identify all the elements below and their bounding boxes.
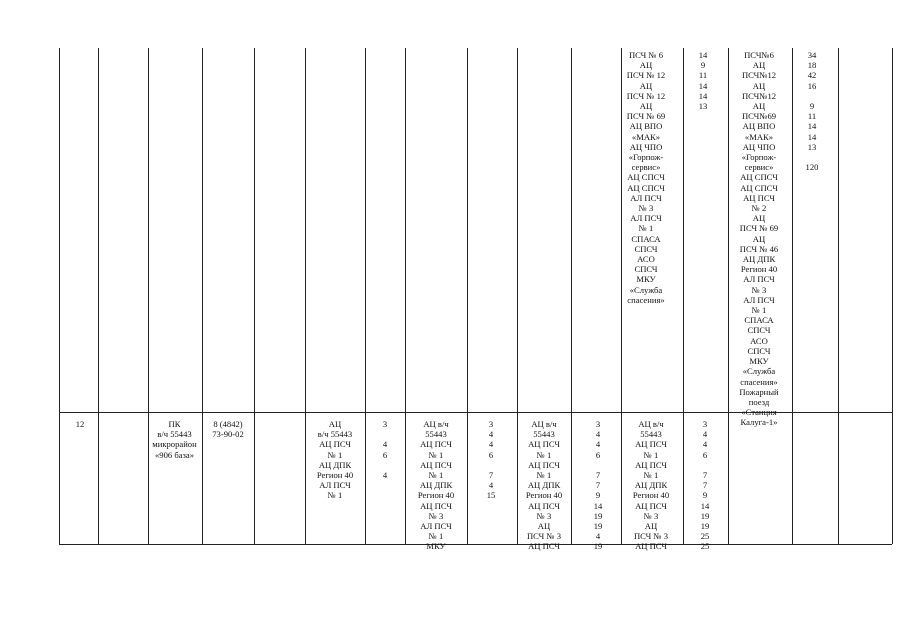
grid-vline — [838, 48, 839, 544]
cell-line: АЦ ЧПО — [742, 141, 776, 152]
cell-line: АЦ ПСЧ — [635, 439, 667, 450]
cell-line: № 1 — [428, 449, 444, 460]
object-name — [148, 419, 201, 460]
cell-line: АЦ в/ч — [638, 419, 664, 429]
cell-line: ПСЧ№12 — [741, 90, 777, 101]
cell-line: МКУ — [636, 274, 656, 285]
cell-line: ПСЧ № 3 — [526, 531, 562, 542]
cell-line: АЦ в/ч — [531, 419, 557, 429]
cell-line: 14 — [698, 90, 708, 101]
cell-line: ПСЧ № 6 — [628, 50, 664, 60]
cell-line: 9 — [809, 101, 815, 112]
cell-line: 13 — [807, 141, 817, 152]
cell-line: АЛ ПСЧ — [630, 192, 662, 203]
cell-line: АЦ ПСЧ — [528, 541, 560, 552]
cell-line — [575, 460, 621, 470]
cell-line: 7 — [702, 470, 708, 481]
rank3-units — [517, 419, 571, 552]
rank1-units — [305, 419, 365, 501]
cell-line: 19 — [700, 521, 710, 532]
upper-rank1-times — [683, 50, 723, 111]
cell-line: 6 — [488, 449, 494, 460]
cell-line: 7 — [595, 470, 601, 481]
cell-line: АЦ ДПК — [634, 480, 668, 491]
cell-line: 73-90-02 — [212, 429, 244, 440]
cell-line: 55443 — [640, 429, 662, 440]
cell-line: АЦ СПСЧ — [627, 182, 665, 193]
cell-line: № 1 — [751, 305, 767, 316]
cell-line: ПСЧ № 46 — [739, 243, 779, 254]
cell-line: АЦ — [752, 101, 766, 112]
cell-line: «Горпож- — [741, 152, 777, 163]
cell-line: ПСЧ № 3 — [633, 531, 669, 542]
cell-line: 19 — [593, 510, 603, 521]
cell-line: «Служба — [742, 366, 776, 377]
cell-line: 19 — [593, 541, 603, 552]
grid-vline — [892, 48, 893, 544]
cell-line: № 1 — [327, 449, 343, 460]
cell-line: 25 — [700, 531, 710, 542]
rank4-units — [621, 419, 681, 552]
cell-line: АЦ ПСЧ — [528, 500, 560, 511]
cell-line: Регион 40 — [316, 470, 354, 481]
cell-line: 3 — [382, 419, 388, 429]
cell-line: 4 — [382, 439, 388, 450]
cell-line: АЦ ПСЧ — [528, 439, 560, 450]
phone-number — [202, 419, 254, 439]
cell-line: 19 — [700, 510, 710, 521]
cell-line: АЦ ПСЧ — [635, 541, 667, 552]
cell-line: 8 (4842) — [213, 419, 243, 429]
cell-line: АЦ — [639, 60, 653, 71]
grid-vline — [254, 48, 255, 544]
cell-line: АЛ ПСЧ — [630, 213, 662, 224]
cell-line: АЦ ВПО — [629, 121, 663, 132]
cell-line: 55443 — [533, 429, 555, 440]
cell-line: СПАСА — [744, 315, 774, 326]
cell-line: АЦ ПСЧ — [420, 459, 452, 470]
cell-line: 4 — [382, 470, 388, 481]
grid-vline — [148, 48, 149, 544]
cell-line: 19 — [593, 521, 603, 532]
cell-line: № 3 — [428, 510, 444, 521]
cell-line: в/ч 55443 — [157, 429, 192, 440]
cell-line: АЦ СПСЧ — [740, 172, 778, 183]
cell-line — [792, 91, 832, 101]
grid-hline — [59, 544, 892, 545]
cell-line: № 1 — [536, 470, 552, 481]
cell-line: 14 — [700, 500, 710, 511]
cell-line: 6 — [702, 449, 708, 460]
cell-line: ПСЧ № 12 — [626, 70, 666, 81]
cell-line: АЦ — [752, 80, 766, 91]
cell-line: «Горпож- — [628, 152, 664, 163]
cell-line: в/ч 55443 — [317, 429, 353, 440]
cell-line: АЦ — [537, 521, 551, 532]
cell-line: АЦ ПСЧ — [420, 439, 452, 450]
cell-line: спасения» — [740, 376, 778, 387]
cell-line: № 1 — [327, 490, 343, 501]
cell-line: 14 — [698, 80, 708, 91]
cell-line: АЦ ВПО — [742, 121, 776, 132]
cell-line: 11 — [698, 70, 708, 81]
cell-line: 3 — [488, 419, 494, 429]
cell-line: 120 — [805, 162, 819, 173]
cell-line: АЛ ПСЧ — [743, 294, 775, 305]
cell-line: АЦ ПСЧ — [420, 500, 452, 511]
cell-line: 14 — [807, 121, 817, 132]
cell-line: 18 — [807, 60, 817, 71]
cell-line: «МАК» — [631, 131, 661, 142]
cell-line: ПСЧ № 69 — [626, 111, 666, 122]
cell-line: Регион 40 — [525, 490, 563, 501]
cell-line: 14 — [698, 50, 708, 60]
cell-line: 7 — [595, 480, 601, 491]
rank1-times — [365, 419, 405, 480]
cell-line: АЦ — [639, 101, 653, 112]
cell-line: № 1 — [643, 470, 659, 481]
cell-line: № 1 — [428, 531, 444, 542]
rank4-times — [683, 419, 727, 552]
cell-line: АЦ ДПК — [419, 480, 453, 491]
cell-line: № 1 — [536, 449, 552, 460]
cell-line — [365, 460, 405, 470]
cell-line: АЦ — [752, 213, 766, 224]
cell-line: АЦ ПСЧ — [635, 459, 667, 470]
cell-line: № 1 — [428, 470, 444, 481]
cell-line: АЦ в/ч — [423, 419, 449, 429]
cell-line: АСО — [637, 254, 655, 265]
cell-line: 7 — [702, 480, 708, 491]
cell-line: АЛ ПСЧ — [743, 274, 775, 285]
cell-line: 55443 — [425, 429, 447, 440]
cell-line: 4 — [595, 531, 601, 542]
cell-line: АЦ ПСЧ — [528, 459, 560, 470]
cell-line: № 2 — [751, 203, 767, 214]
cell-line: 3 — [702, 419, 708, 429]
cell-line: № 3 — [638, 203, 654, 214]
cell-line: ПК — [168, 419, 181, 429]
cell-line: АЦ ДПК — [527, 480, 561, 491]
cell-line: ПСЧ№69 — [741, 111, 777, 122]
cell-line: АЦ ПСЧ — [743, 192, 775, 203]
cell-line: АЦ ПСЧ — [635, 500, 667, 511]
cell-line: 9 — [700, 60, 706, 71]
cell-line: 13 — [698, 101, 708, 112]
grid-vline — [59, 48, 60, 544]
cell-line: 7 — [488, 470, 494, 481]
upper-rank2-times — [792, 50, 832, 172]
rank2-times — [467, 419, 515, 501]
cell-line: АЦ — [752, 60, 766, 71]
cell-line: СПСЧ — [747, 325, 771, 336]
cell-line: ПСЧ№6 — [744, 50, 774, 60]
cell-line: Калуга-1» — [740, 417, 778, 428]
cell-line — [365, 429, 405, 439]
cell-line: СПСЧ — [747, 345, 771, 356]
cell-line: АСО — [750, 335, 768, 346]
cell-line: АЦ ПСЧ — [319, 439, 351, 450]
cell-line: «Станция — [741, 407, 777, 418]
cell-line — [683, 460, 727, 470]
cell-line: «МАК» — [744, 131, 774, 142]
cell-line: 42 — [807, 70, 817, 81]
grid-vline — [571, 48, 572, 544]
cell-line: 3 — [595, 419, 601, 429]
cell-line: АЦ — [644, 521, 658, 532]
row-number: 12 — [75, 419, 85, 429]
cell-line — [467, 460, 515, 470]
cell-line: АЦ — [328, 419, 342, 429]
grid-vline — [202, 48, 203, 544]
cell-line: 15 — [486, 490, 496, 501]
cell-line: 11 — [807, 111, 817, 122]
cell-line: микрорайон — [152, 439, 197, 450]
cell-line: 4 — [702, 429, 708, 440]
cell-line: МКУ — [426, 541, 446, 552]
cell-line: ПСЧ№12 — [741, 70, 777, 81]
upper-rank1-units — [615, 50, 677, 305]
cell-line: СПСЧ — [634, 243, 658, 254]
cell-line: 9 — [702, 490, 708, 501]
cell-line: АЦ ДПК — [742, 254, 776, 265]
cell-line: 4 — [702, 439, 708, 450]
cell-line: ПСЧ № 12 — [626, 90, 666, 101]
cell-line: 16 — [807, 80, 817, 91]
cell-line: АЛ ПСЧ — [420, 521, 452, 532]
cell-line: АЦ ЧПО — [629, 141, 663, 152]
cell-line: 4 — [595, 439, 601, 450]
cell-line: спасения» — [627, 294, 665, 305]
cell-line: АЦ СПСЧ — [627, 172, 665, 183]
cell-line: АЦ — [752, 233, 766, 244]
cell-line: Регион 40 — [740, 264, 778, 275]
cell-line: 4 — [488, 429, 494, 440]
cell-line: СПАСА — [631, 233, 661, 244]
rank3-times — [575, 419, 621, 552]
cell-line: № 1 — [643, 449, 659, 460]
cell-line: «906 база» — [154, 449, 195, 460]
cell-line: Регион 40 — [632, 490, 670, 501]
rank2-units — [405, 419, 467, 552]
cell-line: 14 — [593, 500, 603, 511]
cell-line: сервис» — [744, 162, 774, 173]
cell-line: 34 — [807, 50, 817, 60]
cell-line: «Служба — [629, 284, 663, 295]
cell-line: ПСЧ № 69 — [739, 223, 779, 234]
cell-line: АЦ СПСЧ — [740, 182, 778, 193]
cell-line: № 3 — [751, 284, 767, 295]
cell-line: 9 — [595, 490, 601, 501]
grid-vline — [98, 48, 99, 544]
cell-line: 4 — [488, 480, 494, 491]
cell-line: Регион 40 — [417, 490, 455, 501]
cell-line: 25 — [700, 541, 710, 552]
cell-line: 6 — [382, 449, 388, 460]
cell-line: МКУ — [749, 356, 769, 367]
cell-line: № 3 — [643, 510, 659, 521]
cell-line: 4 — [595, 429, 601, 440]
cell-line: АЦ — [639, 80, 653, 91]
cell-line: № 3 — [536, 510, 552, 521]
upper-rank2-units — [728, 50, 790, 428]
cell-line: 6 — [595, 449, 601, 460]
cell-line: 4 — [488, 439, 494, 450]
cell-line: АЛ ПСЧ — [319, 480, 351, 491]
cell-line — [792, 152, 832, 162]
cell-line: СПСЧ — [634, 264, 658, 275]
cell-line: 14 — [807, 131, 817, 142]
cell-line: Пожарный — [739, 386, 779, 397]
cell-line: поезд — [748, 396, 770, 407]
cell-line: АЦ ДПК — [318, 459, 352, 470]
cell-line: № 1 — [638, 223, 654, 234]
cell-line: сервис» — [631, 162, 661, 173]
